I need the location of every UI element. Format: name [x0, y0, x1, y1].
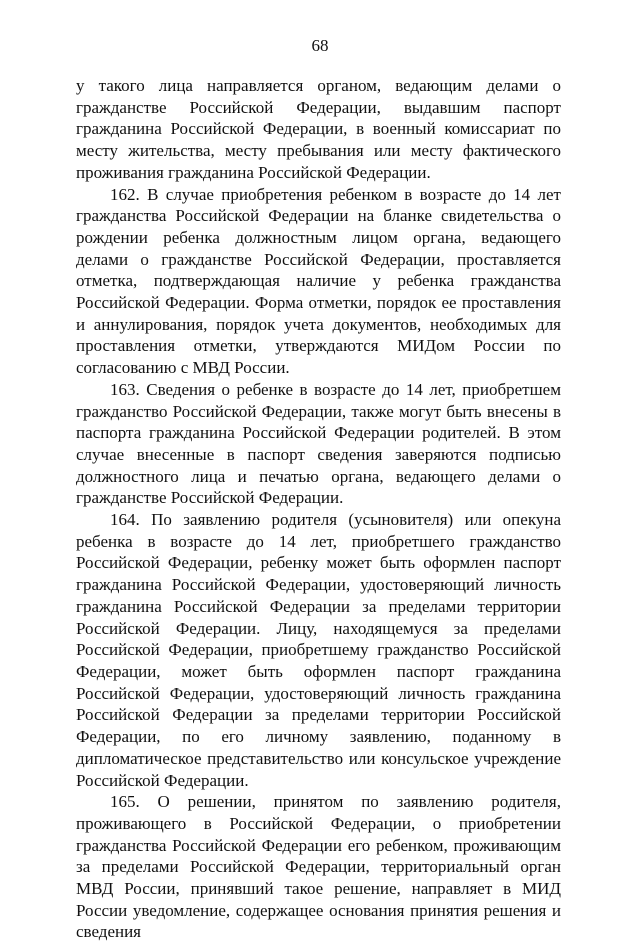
paragraph-164: 164. По заявлению родителя (усыновителя) или опекуна ребенка в возрасте до 14 лет, приобретшего гражданство Российской Федерации, ребенку может быть оформлен паспорт гражданина Российской Федерации, удостоверяющий личность гражданина Российской Федерации за пределами территории Российской Федерации. Лицу, находящемуся за пределами Российской Федерации, приобретшему гражданство Российской Федерации, может быть оформлен паспорт гражданина Российской Федерации, удостоверяющий личность гражданина Российской Федерации за пределами территории Российской Федерации, по его личному заявлению, поданному в дипломатическое представительство или консульское учреждение Российской Федерации.: [76, 510, 561, 790]
paragraph-163: 163. Сведения о ребенке в возрасте до 14 лет, приобретшем гражданство Российской Федерации, также могут быть внесены в паспорта гражданина Российской Федерации родителей. В этом случае внесенные в паспорт сведения заверяются подписью должностного лица и печатью органа, ведающего делами о гражданстве Российской Федерации.: [76, 379, 561, 508]
paragraph-continuation: у такого лица направляется органом, ведающим делами о гражданстве Российской Федерации, выдавшим паспорт гражданина Российской Федерации, в военный комиссариат по месту жительства, месту пребывания или месту фактического проживания гражданина Российской Федерации.: [76, 76, 561, 182]
paragraph-165: 165. О решении, принятом по заявлению родителя, проживающего в Российской Федерации, о приобретении гражданства Российской Федерации его ребенком, проживающим за пределами Российской Федерации, территориальный орган МВД России, принявший такое решение, направляет в МИД России уведомление, содержащее основания принятия решения и сведения: [76, 792, 561, 942]
document-body: [76, 75, 561, 943]
paragraph-162: 162. В случае приобретения ребенком в возрасте до 14 лет гражданства Российской Федерации на бланке свидетельства о рождении ребенка должностным лицом органа, ведающего делами о гражданстве Российской Федерации, проставляется отметка, подтверждающая наличие у ребенка гражданства Российской Федерации. Форма отметки, порядок ее проставления и аннулирования, порядок учета документов, необходимых для проставления отметки, утверждаются МИДом России по согласованию с МВД России.: [76, 184, 561, 378]
page-number: 68: [311, 36, 329, 55]
